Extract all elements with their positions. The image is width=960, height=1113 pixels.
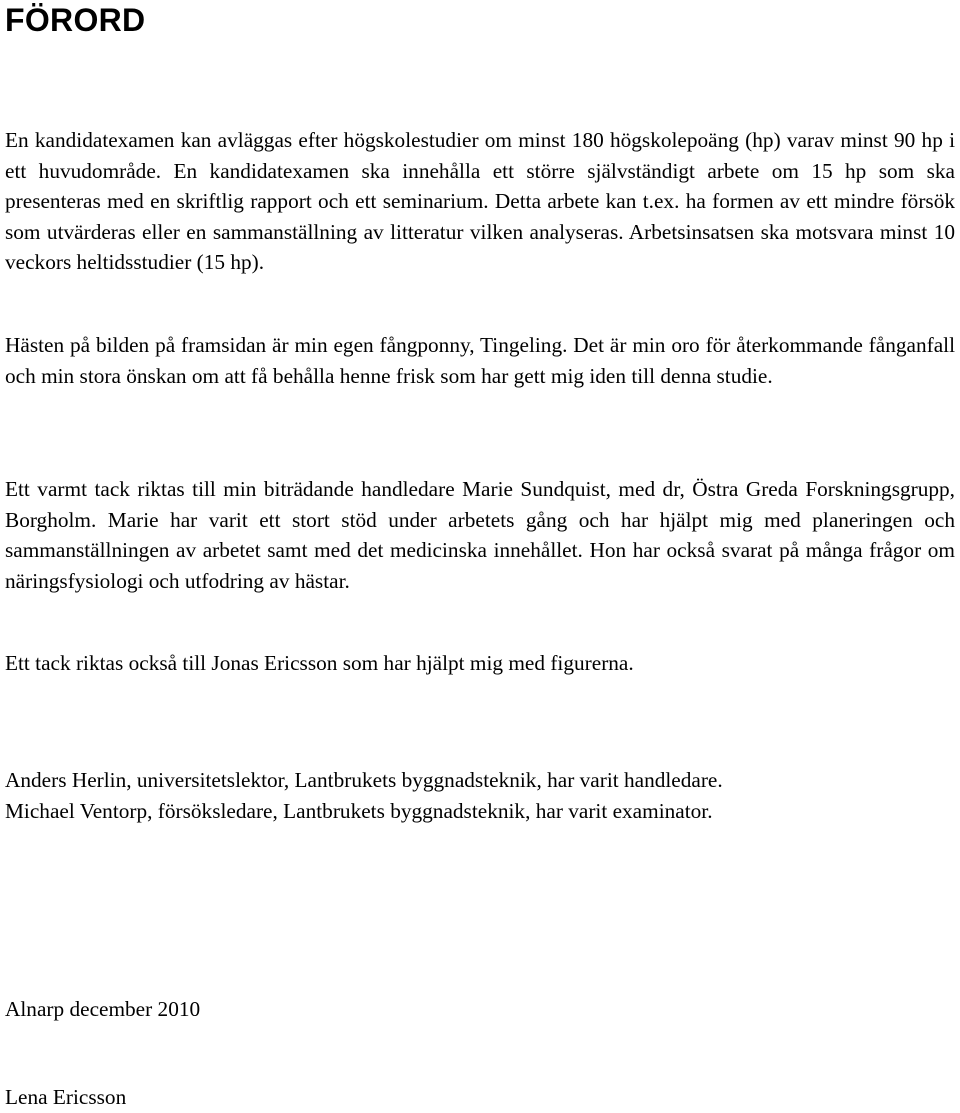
paragraph-degree-info: En kandidatexamen kan avläggas efter högskolestudier om minst 180 högskolepoäng (hp) varav minst 90 hp i ett huvudområde. En kandidatexamen ska innehålla ett större självständigt arbete om 15 hp som ska presenteras med en skriftlig rapport och ett seminarium. Detta arbete kan t.ex. ha formen av ett mindre försök som utvärderas eller en sammanställning av litteratur vilken analyseras. Arbetsinsatsen ska motsvara minst 10 veckors heltidsstudier (15 hp).	[5, 128, 955, 274]
paragraph-thanks-figures: Ett tack riktas också till Jonas Ericsson som har hjälpt mig med figurerna.	[5, 651, 634, 675]
paragraph-thanks-supervisor: Ett varmt tack riktas till min biträdande handledare Marie Sundquist, med dr, Östra Greda Forskningsgrupp, Borgholm. Marie har varit ett stort stöd under arbetets gång och har hjälpt mig med planeringen och sammanställningen av arbetet samt med det medicinska innehållet. Hon har också svarat på många frågor om näringsfysiologi och utfodring av hästar.	[5, 477, 955, 593]
author-name: Lena Ericsson	[5, 1085, 127, 1109]
place-date: Alnarp december 2010	[5, 997, 201, 1021]
credit-supervisor: Anders Herlin, universitetslektor, Lantbrukets byggnadsteknik, har varit handledare.	[5, 768, 723, 792]
credit-examiner: Michael Ventorp, försöksledare, Lantbrukets byggnadsteknik, har varit examinator.	[5, 798, 713, 823]
credits-block	[5, 765, 723, 826]
paragraph-horse: Hästen på bilden på framsidan är min egen fångponny, Tingeling. Det är min oro för återkommande fånganfall och min stora önskan om att få behålla henne frisk som har gett mig iden till denna studie.	[5, 333, 955, 388]
page-title: FÖRORD	[5, 2, 146, 38]
